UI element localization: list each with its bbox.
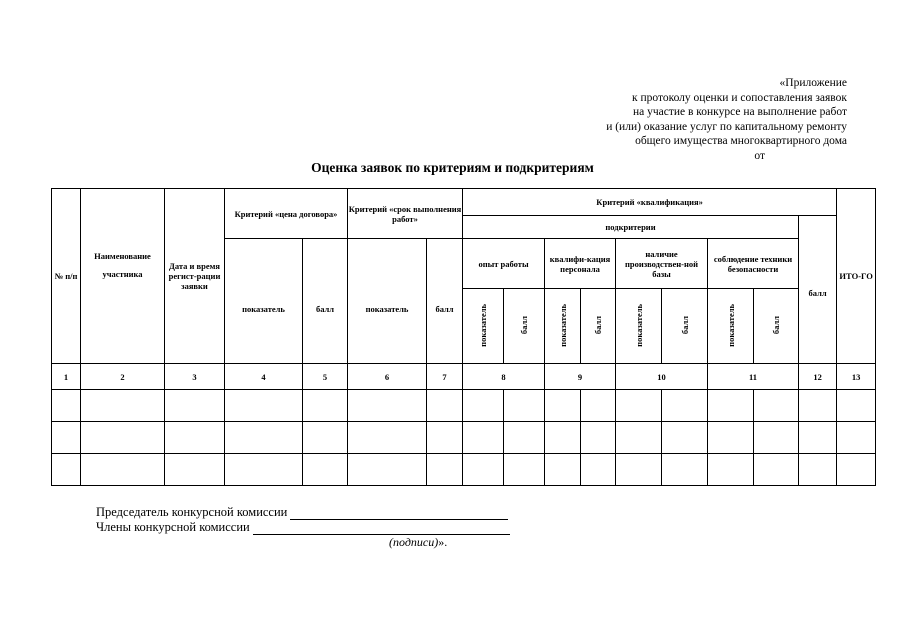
header-exp-indicator: показатель [463, 289, 504, 364]
appendix-line: к протоколу оценки и сопоставления заявок [631, 91, 847, 104]
header-name: Наименование участника [81, 189, 165, 364]
appendix-line: на участие в конкурсе на выполнение работ [632, 106, 847, 119]
table-row [52, 454, 876, 486]
signature-block [96, 505, 510, 535]
col-number: 9 [545, 364, 616, 390]
appendix-line: «Приложение [779, 77, 847, 89]
table-row [52, 390, 876, 422]
header-safety-ball: балл [754, 289, 799, 364]
col-number: 3 [165, 364, 225, 390]
header-staff-ball: балл [581, 289, 616, 364]
header-price-ball: балл [303, 239, 348, 364]
column-number-row [52, 364, 876, 390]
header-total: ИТО-ГО [837, 189, 876, 364]
page-title: Оценка заявок по критериям и подкритериям [311, 160, 594, 175]
col-number: 12 [799, 364, 837, 390]
col-number: 10 [616, 364, 708, 390]
appendix-line: общего имущества многоквартирного дома [635, 135, 847, 148]
chairman-label: Председатель конкурсной комиссии [96, 505, 288, 519]
chairman-signature-blank [290, 507, 508, 520]
header-staff: квалифи-кация персонала [545, 239, 616, 289]
header-num: № п/п [52, 189, 81, 364]
table-row [52, 422, 876, 454]
header-safety-indicator: показатель [708, 289, 754, 364]
evaluation-table [51, 188, 876, 486]
header-price: Критерий «цена договора» [225, 189, 348, 239]
appendix-block [606, 76, 847, 164]
appendix-line: от [754, 149, 765, 162]
col-number: 1 [52, 364, 81, 390]
col-number: 13 [837, 364, 876, 390]
header-price-indicator: показатель [225, 239, 303, 364]
appendix-line: и (или) оказание услуг по капитальному ремонту [606, 120, 847, 133]
col-number: 8 [463, 364, 545, 390]
signatures-caption [389, 535, 447, 550]
header-ball-total: балл [799, 216, 837, 364]
signatures-tail: ». [438, 535, 448, 549]
header-exp-ball: балл [504, 289, 545, 364]
header-term-indicator: показатель [348, 239, 427, 364]
header-base-indicator: показатель [616, 289, 662, 364]
col-number: 11 [708, 364, 799, 390]
col-number: 6 [348, 364, 427, 390]
members-label: Члены конкурсной комиссии [96, 520, 250, 534]
header-date: Дата и время регист-рации заявки [165, 189, 225, 364]
header-term-ball: балл [427, 239, 463, 364]
header-term: Критерий «срок выполнения работ» [348, 189, 463, 239]
header-experience: опыт работы [463, 239, 545, 289]
header-base: наличие производствен-ной базы [616, 239, 708, 289]
header-staff-indicator: показатель [545, 289, 581, 364]
col-number: 4 [225, 364, 303, 390]
chairman-line [96, 505, 510, 520]
col-number: 2 [81, 364, 165, 390]
signatures-label: (подписи) [389, 535, 439, 549]
col-number: 7 [427, 364, 463, 390]
header-subcriteria: подкритерии [463, 216, 799, 239]
col-number: 5 [303, 364, 348, 390]
header-qualification: Критерий «квалификация» [463, 189, 837, 216]
header-base-ball: балл [662, 289, 708, 364]
members-signature-blank [253, 522, 510, 535]
members-line [96, 520, 510, 535]
header-safety: соблюдение техники безопасности [708, 239, 799, 289]
